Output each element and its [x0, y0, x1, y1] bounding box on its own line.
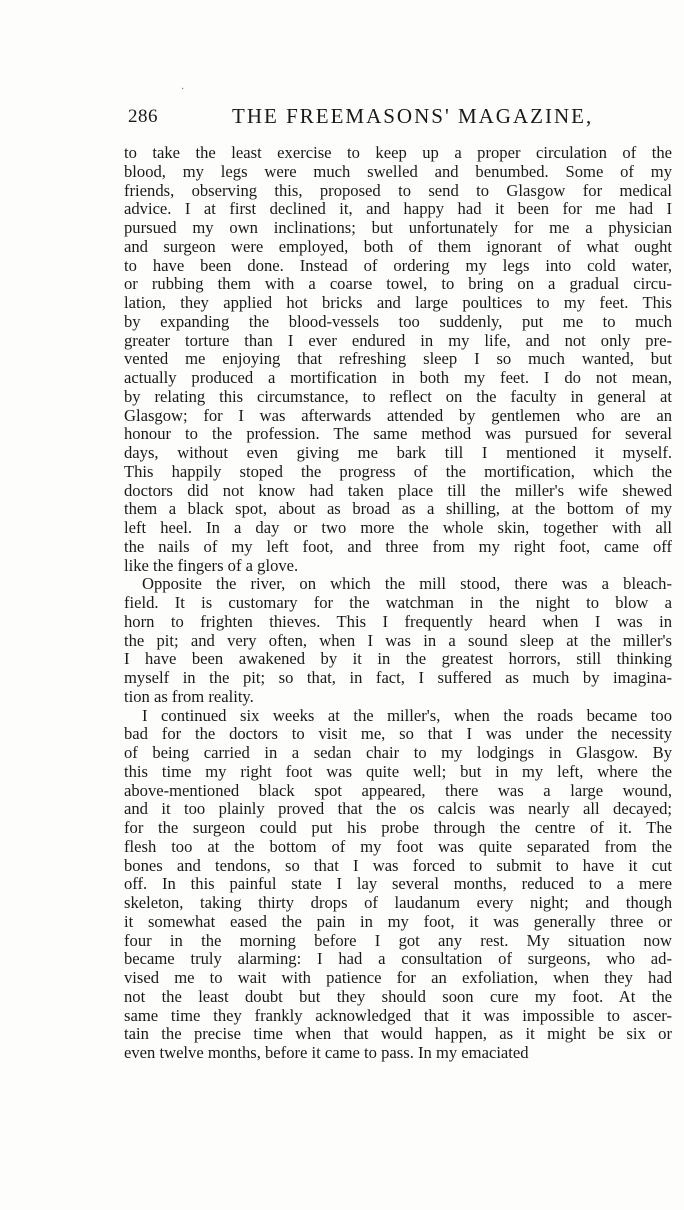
text-line: same time they frankly acknowledged that it was impossible to ascer- [124, 1005, 672, 1025]
text-line: skeleton, taking thirty drops of laudanum every night; and though [124, 893, 672, 912]
text-line: vised me to wait with patience for an exfoliation, when they had [124, 968, 672, 987]
text-line: for the surgeon could put his probe through the centre of it. The [124, 818, 672, 837]
text-line: vented me enjoying that refreshing sleep I so much wanted, but [124, 349, 672, 369]
text-line: even twelve months, before it came to pass. In my emaciated [124, 1043, 529, 1062]
text-line: bones and tendons, so that I was forced to submit to have it cut [124, 855, 672, 875]
text-line: Glasgow; for I was afterwards attended by gentlemen who are an [124, 405, 672, 425]
page-number: 286 [128, 106, 158, 127]
text-line: this time my right foot was quite well; but in my left, where the [124, 761, 672, 781]
text-line: horn to frighten thieves. This I frequently heard when I was in [124, 611, 672, 631]
page-header [128, 104, 668, 134]
text-line: honour to the profession. The same method was pursued for several [124, 424, 672, 444]
text-line: by expanding the blood-vessels too suddenly, put me to much [124, 311, 672, 331]
text-line: pursued my own inclinations; but unfortunately for me a physician [124, 218, 672, 237]
text-line: actually produced a mortification in both my feet. I do not mean, [124, 368, 672, 387]
text-line: of being carried in a sedan chair to my lodgings in Glasgow. By [124, 743, 672, 762]
text-line: off. In this painful state I lay several months, reduced to a mere [124, 874, 672, 894]
text-line: the nails of my left foot, and three from my right foot, came off [124, 536, 672, 556]
text-line: and it too plainly proved that the os calcis was nearly all decayed; [124, 799, 672, 819]
text-line: and surgeon were employed, both of them ignorant of what ought [124, 236, 672, 256]
text-line: blood, my legs were much swelled and benumbed. Some of my [124, 161, 672, 181]
text-line: bad for the doctors to visit me, so that I was under the necessity [124, 724, 672, 744]
text-line: days, without even giving me bark till I mentioned it myself. [124, 443, 672, 462]
text-line: the pit; and very often, when I was in a sound sleep at the miller's [124, 630, 672, 650]
text-line: to have been done. Instead of ordering my legs into cold water, [124, 255, 672, 275]
text-line: them a black spot, about as broad as a shilling, at the bottom of my [124, 499, 672, 519]
ink-speck: · [181, 84, 185, 95]
text-line: greater torture than I ever endured in my life, and not only pre- [124, 330, 672, 350]
text-line: flesh too at the bottom of my foot was quite separated from the [124, 836, 672, 856]
text-line: or rubbing them with a coarse towel, to bring on a gradual circu- [124, 274, 672, 294]
text-line: field. It is customary for the watchman in the night to blow a [124, 593, 672, 612]
text-line: lation, they applied hot bricks and large poultices to my feet. This [124, 293, 672, 312]
text-line: friends, observing this, proposed to send to Glasgow for medical [124, 180, 672, 200]
text-line: I continued six weeks at the miller's, when the roads became too [142, 705, 672, 725]
running-title: THE FREEMASONS' MAGAZINE, [232, 104, 594, 128]
body-text [124, 144, 672, 1063]
text-line: tain the precise time when that would happen, as it might be six or [124, 1024, 672, 1044]
text-line: I have been awakened by it in the greatest horrors, still thinking [124, 649, 672, 669]
text-line: by relating this circumstance, to reflect on the faculty in general at [124, 386, 672, 406]
text-line: to take the least exercise to keep up a proper circulation of the [124, 143, 672, 162]
text-line: became truly alarming: I had a consultation of surgeons, who ad- [124, 949, 672, 969]
text-line: myself in the pit; so that, in fact, I suffered as much by imagina- [124, 668, 672, 687]
text-line: above-mentioned black spot appeared, there was a large wound, [124, 780, 672, 800]
text-line: four in the morning before I got any rest. My situation now [124, 930, 672, 950]
text-line: it somewhat eased the pain in my foot, it was generally three or [124, 911, 672, 931]
text-line: Opposite the river, on which the mill stood, there was a bleach- [142, 574, 672, 594]
text-line: advice. I at first declined it, and happy had it been for me had I [124, 199, 672, 219]
text-line: left heel. In a day or two more the whole skin, together with all [124, 518, 672, 537]
text-line: not the least doubt but they should soon cure my foot. At the [124, 986, 672, 1006]
text-line: doctors did not know had taken place till the miller's wife shewed [124, 480, 672, 500]
text-line: This happily stoped the progress of the mortification, which the [124, 461, 672, 481]
text-line: tion as from reality. [124, 686, 254, 706]
text-line: like the fingers of a glove. [124, 555, 299, 575]
